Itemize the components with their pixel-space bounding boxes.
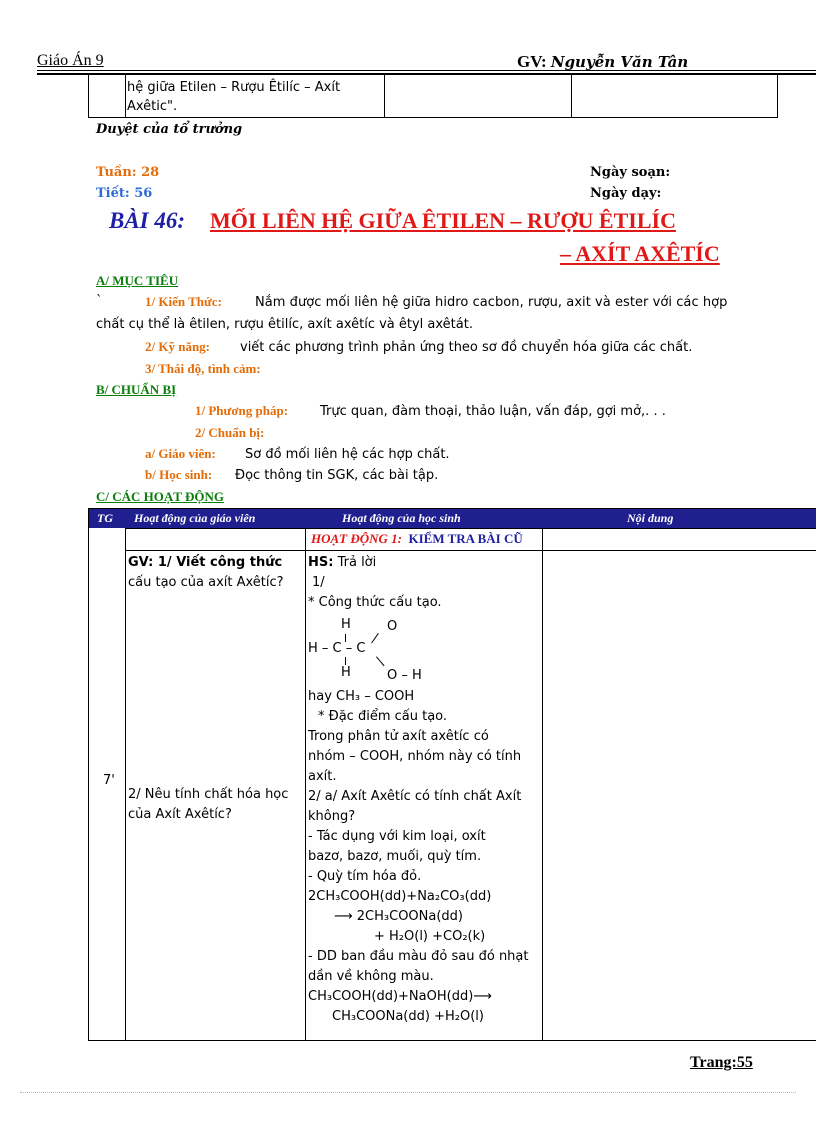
page-number: Trang:55 [690,1054,753,1071]
hs-p1-line1: Trong phân tử axít axêtíc có [308,729,489,744]
lesson-number: BÀI 46: [109,208,186,233]
activities-table [88,508,816,1041]
struct-h-bot: H [341,665,351,680]
hs-p2-line1: 2/ a/ Axít Axêtíc có tính chất Axít [308,789,522,804]
teacher-prep-text: Sơ đồ mối liên hệ các hợp chất. [245,447,450,462]
teacher-question-2 [128,785,304,825]
teacher-question-1 [128,553,304,593]
table-divider [125,74,126,118]
objective-knowledge-label [145,294,222,310]
bond-line [371,633,379,643]
activity-name: KIỂM TRA BÀI CŨ [408,531,523,546]
hs-p3-line1: - Tác dụng với kim loại, oxít [308,829,486,844]
struct-o-top: O [387,619,398,634]
objective-knowledge-label-text: 1/ Kiến Thức: [145,294,222,309]
hs-eq2: CH₃COOH(dd)+NaOH(dd) [308,989,474,1004]
carry-over-text: hệ giữa Etilen – Rượu Êtilíc – Axít Axêtic". [127,80,341,114]
lesson-title-line1: MỐI LIÊN HỆ GIỮA ÊTILEN – RƯỢU ÊTILÍC [210,208,676,233]
preparation-label: 2/ Chuẩn bị: [195,425,265,440]
table-divider [542,528,543,1040]
hs-text: Trả lời [337,555,377,570]
student-prep-label: b/ Học sinh: [145,467,213,482]
hs-eq1c: + H₂O(l) +CO₂(k) [374,929,486,944]
section-a-tick: ` [96,294,103,309]
teacher-q2-line2: của Axít Axêtíc? [128,807,232,822]
hs-eq2-row [308,987,541,1007]
hs-eq1b-row [308,907,541,927]
student-prep-text: Đọc thông tin SGK, các bài tập. [235,468,439,483]
struct-middle: H – C – C [308,641,366,656]
header-student-activity: Hoạt động của học sinh [342,511,461,525]
carry-over-table [88,74,778,118]
table-header-row [89,509,816,528]
prep-date-label: Ngày soạn: [590,165,671,180]
time-cell: 7' [103,773,115,788]
hs-p1-line3: axít. [308,769,337,784]
hs-feature-label: * Đặc điểm cấu tạo. [318,709,448,724]
table-rule [125,528,816,529]
objective-skill-label: 2/ Kỹ năng: [145,339,211,354]
table-divider [571,74,572,118]
struct-oh: O – H [387,668,422,683]
teacher-label: GV: [517,52,547,71]
hs-p3-line2: bazơ, bazơ, muối, quỳ tím. [308,849,482,864]
hs-p5-line1: - DD ban đầu màu đỏ sau đó nhạt [308,949,529,964]
header-rule [37,70,816,71]
arrow-icon: ⟶ [473,989,492,1004]
bond-line [376,656,384,666]
teacher-prep-label: a/ Giáo viên: [145,446,216,461]
objective-skill-text: viết các phương trình phản ứng theo sơ đồ chuyển hóa giữa các chất. [240,340,693,355]
teacher-q1-line1 [128,553,304,573]
method-label: 1/ Phương pháp: [195,403,289,418]
hs-structure-label: * Công thức cấu tạo. [308,595,442,610]
hs-eq1: 2CH₃COOH(dd)+Na₂CO₃(dd) [308,889,492,904]
student-answer [308,553,541,613]
teacher-q1-line2: cấu tạo của axít Axêtíc? [128,575,284,590]
hs-label: HS: [308,555,334,570]
week-label: Tuần: 28 [96,165,160,180]
table-rule [125,550,816,551]
section-b-heading: B/ CHUẨN BỊ [96,382,177,397]
teacher-q2-line1: 2/ Nêu tính chất hóa học [128,787,289,802]
hs-p2-line2: không? [308,809,356,824]
arrow-icon: ⟶ [334,909,353,924]
hs-p5-line2: dần về không màu. [308,969,434,984]
teacher-name: Nguyễn Văn Tân [550,53,689,71]
section-c-heading: C/ CÁC HOẠT ĐỘNG [96,489,224,504]
lesson-title-line2: – AXÍT AXÊTÍC [560,241,720,266]
hs-p4: - Quỳ tím hóa đỏ. [308,869,422,884]
activity-label: HOẠT ĐỘNG 1: [311,531,402,546]
teacher-q1-line1-text: GV: 1/ Viết công thức [128,555,283,570]
hs-p1-line2: nhóm – COOH, nhóm này có tính [308,749,522,764]
page-footer-divider [20,1092,796,1093]
objective-knowledge-text-1: Nắm được mối liên hệ giữa hidro cacbon, rượu, axit và ester với các hợp [255,295,728,310]
approval-label: Duyệt của tổ trưởng [96,122,243,137]
table-divider [384,74,385,118]
activity-title [311,531,523,547]
table-divider [305,528,306,1040]
table-divider [125,528,126,1040]
period-label: Tiết: 56 [96,186,153,201]
struct-h-top: H [341,617,351,632]
hs-eq1b: 2CH₃COONa(dd) [356,909,463,924]
header-teacher [517,52,688,72]
header-left: Giáo Án 9 [37,52,104,69]
objective-attitude-label: 3/ Thái độ, tình cảm: [145,361,261,376]
method-text: Trực quan, đàm thoại, thảo luận, vấn đáp, gợi mở,. . . [320,404,666,419]
section-a-heading: A/ MỤC TIÊU [96,273,179,288]
header-teacher-activity: Hoạt động của giáo viên [134,511,256,525]
hs-line [308,553,541,573]
hs-eq2b: CH₃COONa(dd) +H₂O(l) [332,1009,484,1024]
student-answer-continued [308,687,541,1027]
hs-q1: 1/ [312,575,325,590]
header-content: Nội dung [627,511,674,525]
objective-knowledge-text-2: chất cụ thể là êtilen, rượu êtilíc, axít axêtíc và êtyl axêtát. [96,317,473,332]
header-time: TG [97,511,113,525]
hs-hay: hay CH₃ – COOH [308,689,415,704]
teach-date-label: Ngày dạy: [590,186,662,201]
